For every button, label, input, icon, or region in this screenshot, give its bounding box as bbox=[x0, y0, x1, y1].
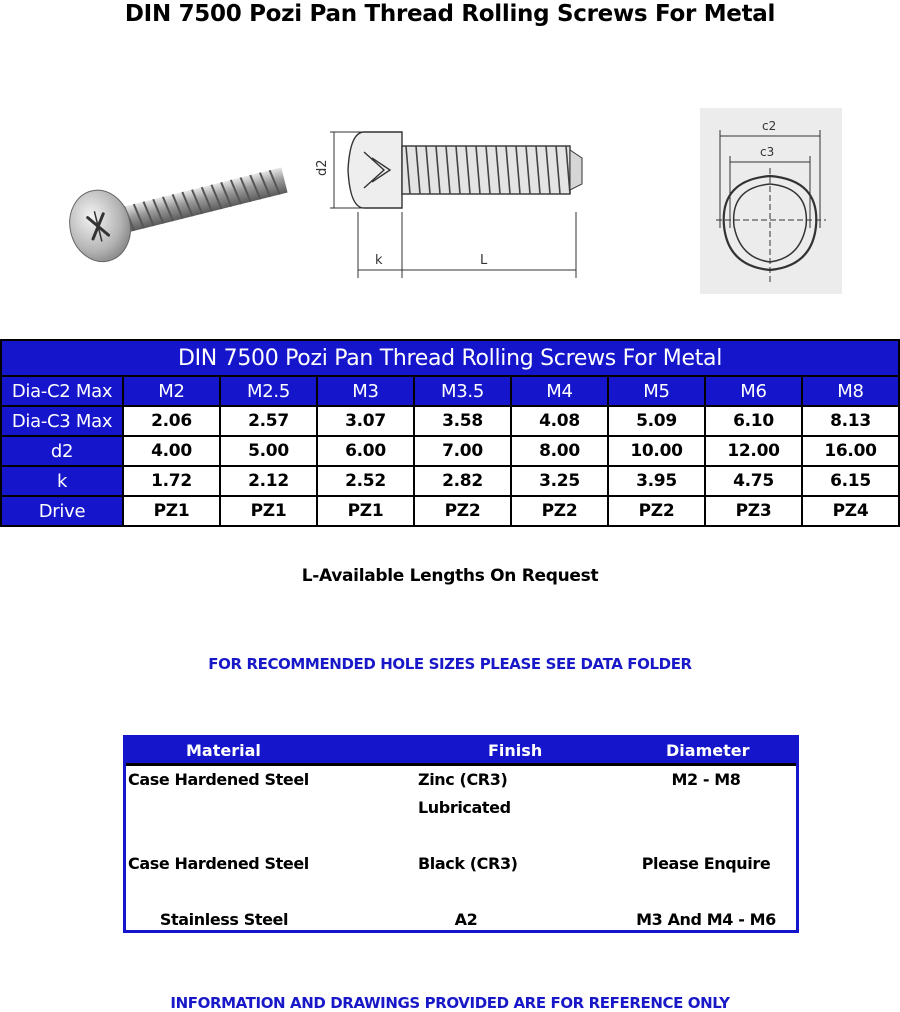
table-title: DIN 7500 Pozi Pan Thread Rolling Screws For Metal bbox=[1, 340, 899, 376]
table-cell: 1.72 bbox=[123, 466, 220, 496]
table-row bbox=[1, 496, 899, 526]
diameter-cell: M2 - M8 bbox=[671, 770, 741, 789]
table-cell: PZ3 bbox=[705, 496, 802, 526]
table-cell: 5.09 bbox=[608, 406, 705, 436]
table-cell: PZ1 bbox=[123, 496, 220, 526]
finish-cell: Lubricated bbox=[418, 798, 511, 817]
dim-k-label: k bbox=[375, 253, 383, 268]
dim-c3-label: c3 bbox=[760, 145, 775, 159]
table-cell: 7.00 bbox=[414, 436, 511, 466]
table-cell: PZ2 bbox=[608, 496, 705, 526]
table-cell: 2.82 bbox=[414, 466, 511, 496]
table-cell: 3.95 bbox=[608, 466, 705, 496]
dim-d2-label: d2 bbox=[315, 159, 330, 176]
table-cell: 2.12 bbox=[220, 466, 317, 496]
table-row bbox=[1, 406, 899, 436]
table-cell: 4.75 bbox=[705, 466, 802, 496]
table-cell: PZ1 bbox=[220, 496, 317, 526]
diameter-cell: M3 And M4 - M6 bbox=[636, 910, 776, 929]
table-cell: 2.57 bbox=[220, 406, 317, 436]
table-cell: M2.5 bbox=[220, 376, 317, 406]
table-cell: M5 bbox=[608, 376, 705, 406]
row-label: Drive bbox=[1, 496, 123, 526]
dim-c2-label: c2 bbox=[762, 119, 777, 133]
table-cell: 5.00 bbox=[220, 436, 317, 466]
table-cell: M8 bbox=[802, 376, 899, 406]
table-cell: 12.00 bbox=[705, 436, 802, 466]
table-cell: M4 bbox=[511, 376, 608, 406]
table-cell: 6.15 bbox=[802, 466, 899, 496]
table-cell: PZ4 bbox=[802, 496, 899, 526]
material-cell: Stainless Steel bbox=[159, 910, 289, 929]
table-cell: PZ2 bbox=[511, 496, 608, 526]
row-label: Dia-C2 Max bbox=[1, 376, 123, 406]
table-cell: 3.25 bbox=[511, 466, 608, 496]
table-cell: M2 bbox=[123, 376, 220, 406]
row-label: k bbox=[1, 466, 123, 496]
materials-table bbox=[123, 735, 799, 933]
table-cell: 16.00 bbox=[802, 436, 899, 466]
diameter-cell: Please Enquire bbox=[641, 854, 771, 873]
row-label: d2 bbox=[1, 436, 123, 466]
header-finish: Finish bbox=[488, 741, 543, 760]
table-cell: PZ2 bbox=[414, 496, 511, 526]
table-cell: 4.08 bbox=[511, 406, 608, 436]
material-cell: Case Hardened Steel bbox=[128, 854, 309, 873]
table-cell: 2.52 bbox=[317, 466, 414, 496]
screw-photo bbox=[58, 138, 294, 260]
finish-cell: Black (CR3) bbox=[418, 854, 518, 873]
dimension-table bbox=[0, 339, 900, 527]
table-cell: 6.10 bbox=[705, 406, 802, 436]
table-cell: 8.00 bbox=[511, 436, 608, 466]
thread-section-drawing bbox=[700, 108, 842, 294]
table-row bbox=[1, 436, 899, 466]
header-material: Material bbox=[186, 741, 261, 760]
row-label: Dia-C3 Max bbox=[1, 406, 123, 436]
screw-dimension-drawing bbox=[315, 112, 588, 282]
materials-header bbox=[126, 738, 796, 766]
table-row bbox=[1, 466, 899, 496]
hole-size-note: FOR RECOMMENDED HOLE SIZES PLEASE SEE DATA FOLDER bbox=[208, 655, 692, 673]
table-cell: M6 bbox=[705, 376, 802, 406]
finish-cell: Zinc (CR3) bbox=[418, 770, 508, 789]
table-cell: 2.06 bbox=[123, 406, 220, 436]
reference-note: INFORMATION AND DRAWINGS PROVIDED ARE FOR REFERENCE ONLY bbox=[170, 994, 730, 1012]
material-cell: Case Hardened Steel bbox=[128, 770, 309, 789]
table-cell: 10.00 bbox=[608, 436, 705, 466]
table-cell: 4.00 bbox=[123, 436, 220, 466]
lengths-note: L-Available Lengths On Request bbox=[301, 566, 599, 586]
finish-cell: A2 bbox=[454, 910, 478, 929]
table-cell: PZ1 bbox=[317, 496, 414, 526]
page-title: DIN 7500 Pozi Pan Thread Rolling Screws For Metal bbox=[124, 1, 776, 27]
table-cell: 3.58 bbox=[414, 406, 511, 436]
header-diameter: Diameter bbox=[666, 741, 750, 760]
table-cell: 6.00 bbox=[317, 436, 414, 466]
table-cell: 3.07 bbox=[317, 406, 414, 436]
table-cell: M3.5 bbox=[414, 376, 511, 406]
table-cell: 8.13 bbox=[802, 406, 899, 436]
table-row bbox=[1, 376, 899, 406]
dim-L-label: L bbox=[480, 253, 488, 268]
table-cell: M3 bbox=[317, 376, 414, 406]
